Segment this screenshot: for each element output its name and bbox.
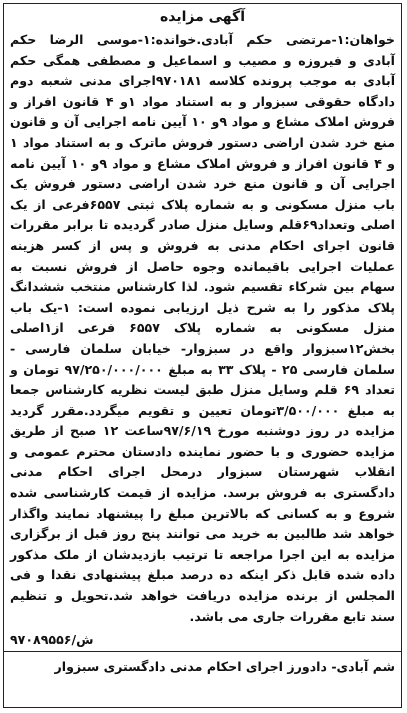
signature-line: شم آبادی- دادورز اجرای احکام مدنی دادگستری سبزوار (54, 659, 395, 675)
notice-body: خواهان:۱-مرتضی حکم آبادی.خوانده:۱-موسی الرضا حکم آبادی و فیروزه و مصیب و اسماعیل و مصطفی همگی حکم آبادی به موجب پرونده کلاسه ۹۷۰۱۸۱اجرای مدنی شعبه دوم دادگاه حقوقی سبزوار و به استناد مواد ۱و ۴ قانون افراز و فروش املاک مشاع و مواد ۹و ۱۰ آیین نامه اجرایی آن و قانون منع خرد شدن اراضی دستور فروش ماترک و به استناد مواد ۱ و ۴ قانون افراز و فروش املاک مشاع و مواد ۹و ۱۰ آیین نامه اجرایی آن و قانون منع خرد شدن اراضی دستور فروش یک باب منزل مسکونی و به شماره پلاک ثبتی ۶۵۵۷فرعی از یک اصلی وتعداد۶۹قلم وسایل منزل صادر گردیده تا برابر مقررات قانون اجرای احکام مدنی به فروش و پس از کسر هزینه عملیات اجرایی باقیمانده وجوه حاصل از فروش نسبت به سهام بین شرکاء تقسیم شود. لذا کارشناس منتخب ششدانگ پلاک مذکور را به شرح ذیل ارزیابی نموده است: ۱-یک باب منزل مسکونی به شماره پلاک ۶۵۵۷ فرعی از۱اصلی بخش۱۲سبزوار واقع در سبزوار- خیابان سلمان فارسی - سلمان فارسی ۲۵ - پلاک ۳۳ به مبلغ ۹۷/۲۵۰/۰۰۰/۰۰۰ تومان و تعداد ۶۹ قلم وسایل منزل طبق لیست نظریه کارشناس جمعا به مبلغ ۳/۵۰۰/۰۰۰تومان تعیین و تقویم میگردد.مقرر گردید مزایده در روز دوشنبه مورخ ۹۷/۶/۱۹ساعت ۱۲ صبح از طریق مزایده حضوری و با حضور نماینده دادستان محترم عمومی و انقلاب شهرستان سبزوار درمحل اجرای احکام مدنی دادگستری به فروش برسد. مزایده از قیمت کارشناسی شده شروع و به کسانی که بالاترین مبلغ را پیشنهاد نمایند واگذار خواهد شد طالبین به خرید می توانند پنج روز قبل از برگزاری مزایده به این اجرا مراجعه تا ترتیب بازدیدشان از ملک مذکور داده شده قابل ذکر اینکه ده درصد مبلغ پیشنهادی نقدا و فی المجلس از برنده مزایده دریافت خواهد شد.تحویل و تنظیم سند تابع مقررات جاری می باشد. (10, 32, 396, 624)
notice-title: آگهی مزایده (159, 9, 245, 25)
registration-number: ۹۷۰۸۹۵۵۶/ش (10, 632, 94, 648)
auction-notice (3, 3, 402, 708)
